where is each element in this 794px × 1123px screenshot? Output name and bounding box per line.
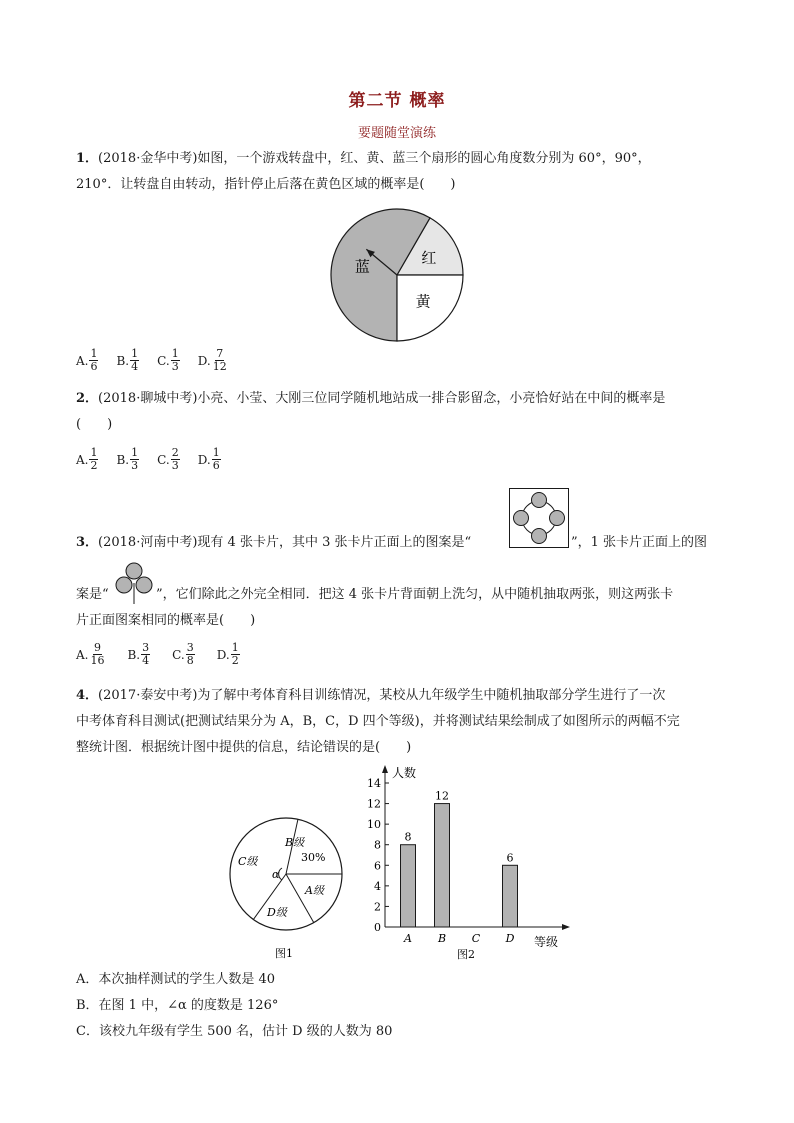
- bar-B: [435, 804, 450, 927]
- bar-value-label-A: 8: [404, 830, 412, 844]
- option-letter: A.: [76, 353, 89, 368]
- q3-number: 3．: [76, 535, 99, 550]
- section-subtitle: 要题随堂演练: [357, 126, 436, 141]
- fraction-numerator: 2: [171, 446, 179, 459]
- q3-option-a: [76, 642, 105, 667]
- q1-line2: 210°．让转盘自由转动，指针停止后落在黄色区域的概率是( ): [76, 177, 456, 192]
- y-tick-label: 0: [374, 921, 381, 934]
- y-tick-label: 6: [374, 859, 381, 873]
- option-fraction: [89, 642, 105, 667]
- q4-line1: [76, 687, 665, 705]
- x-tick-label-D: D: [505, 932, 515, 945]
- option-letter: B.: [116, 452, 130, 467]
- trefoil-pattern-icon: [114, 561, 154, 605]
- option-letter: D.: [216, 647, 230, 662]
- q1-option-d: [198, 348, 228, 373]
- fraction-denominator: 3: [171, 360, 179, 373]
- fraction-numerator: 1: [131, 347, 139, 360]
- x-tick-label-A: A: [404, 932, 412, 945]
- fraction-numerator: 9: [93, 641, 101, 654]
- option-fraction: [212, 447, 221, 472]
- q1-number: 1．: [76, 151, 99, 166]
- q2-option-d: [198, 447, 221, 472]
- option-letter: D.: [197, 452, 211, 467]
- pie-label-pct: 30%: [301, 851, 326, 864]
- option-fraction: [130, 447, 139, 472]
- pie-label-a: A级: [305, 884, 324, 897]
- option-letter: B.: [127, 647, 141, 662]
- option-fraction: [212, 348, 228, 373]
- fraction-denominator: 3: [171, 459, 179, 472]
- q3-line1: [76, 534, 471, 552]
- fraction-denominator: 2: [90, 459, 98, 472]
- sector-label-red: 红: [421, 248, 437, 267]
- fraction-numerator: 1: [90, 347, 98, 360]
- fraction-denominator: 16: [90, 654, 105, 667]
- q3-options: [76, 642, 262, 667]
- spinner-wheel: [331, 209, 463, 341]
- sector-label-blue: 蓝: [354, 257, 370, 276]
- fraction-denominator: 6: [212, 459, 220, 472]
- y-tick-label: 2: [374, 900, 381, 914]
- page-title: 第二节 概率: [348, 91, 446, 111]
- fraction-numerator: 3: [186, 641, 194, 654]
- option-letter: A.: [76, 647, 89, 662]
- q1-option-b: [116, 348, 139, 373]
- q1-spinner-figure: [325, 205, 470, 345]
- fraction-denominator: 4: [142, 654, 150, 667]
- q2-text-1: (2018·聊城中考)小亮、小莹、大刚三位同学随机地站成一排合影留念，小亮恰好站在中间的概率是: [98, 391, 666, 406]
- fraction-numerator: 1: [131, 446, 139, 459]
- q3-option-c: [172, 642, 195, 667]
- q3-option-d: [217, 642, 240, 667]
- fraction-numerator: 1: [171, 347, 179, 360]
- q3-line3: 片正面图案相同的概率是( ): [76, 613, 256, 628]
- q3-line2-start: 案是“: [76, 587, 109, 602]
- q4-number: 4．: [76, 688, 99, 703]
- q4-statement-b: B．在图 1 中，∠α 的度数是 126°: [76, 998, 279, 1013]
- fraction-denominator: 4: [131, 360, 139, 373]
- y-tick-label: 14: [367, 777, 381, 790]
- q1-options: [76, 348, 246, 373]
- q2-option-c: [157, 447, 180, 472]
- q1-option-a: [76, 348, 98, 373]
- bar-value-label-D: 6: [506, 851, 514, 865]
- fraction-denominator: 12: [212, 360, 227, 373]
- option-fraction: [89, 447, 98, 472]
- q2-line1: [76, 390, 665, 408]
- option-letter: D.: [197, 353, 211, 368]
- y-tick-label: 8: [374, 838, 381, 852]
- fraction-numerator: 7: [216, 347, 224, 360]
- fig2-bar-chart: [360, 762, 580, 962]
- fraction-numerator: 1: [231, 641, 239, 654]
- q2-number: 2．: [76, 391, 99, 406]
- q2-option-b: [116, 447, 139, 472]
- option-fraction: [231, 642, 240, 667]
- x-axis-arrow-icon: [562, 924, 570, 930]
- x-tick-label-B: B: [437, 932, 447, 945]
- option-letter: B.: [116, 353, 130, 368]
- y-axis-label: 人数: [392, 766, 417, 780]
- pie-label-d: D级: [267, 906, 287, 919]
- y-tick-label: 4: [374, 879, 381, 893]
- q3-line2-end: ”，它们除此之外完全相同．把这 4 张卡片背面朝上洗匀，从中随机抽取两张，则这两张卡: [156, 587, 674, 602]
- option-fraction: [141, 642, 150, 667]
- option-fraction: [186, 642, 195, 667]
- option-fraction: [89, 348, 98, 373]
- q2-line2: ( ): [76, 417, 113, 432]
- chart-labels: [403, 790, 515, 945]
- option-letter: A.: [76, 452, 89, 467]
- option-fraction: [171, 447, 180, 472]
- fraction-numerator: 1: [212, 446, 220, 459]
- bar-A: [401, 845, 416, 927]
- q2-options: [76, 447, 239, 472]
- alpha-label: α: [272, 868, 280, 881]
- sector-label-yellow: 黄: [415, 292, 431, 311]
- four-circle-pattern-icon: [509, 488, 569, 548]
- fraction-denominator: 2: [231, 654, 239, 667]
- fraction-denominator: 3: [131, 459, 139, 472]
- y-tick-label: 12: [367, 797, 381, 811]
- fraction-numerator: 1: [90, 446, 98, 459]
- fig2-caption: 图2: [457, 948, 475, 961]
- option-letter: C.: [157, 353, 170, 368]
- q3-line1-end: ”，1 张卡片正面上的图: [571, 535, 708, 550]
- q4-line2: 中考体育科目测试(把测试结果分为 A，B，C，D 四个等级)，并将测试结果绘制成了如图所示的两幅不完: [76, 714, 680, 729]
- fraction-denominator: 8: [186, 654, 194, 667]
- y-axis-arrow-icon: [382, 765, 388, 773]
- q1-text-1: (2018·金华中考)如图，一个游戏转盘中，红、黄、蓝三个扇形的圆心角度数分别为 60°，90°，: [98, 151, 651, 166]
- q1-line1: [76, 150, 651, 168]
- q3-text-1a: (2018·河南中考)现有 4 张卡片，其中 3 张卡片正面上的图案是“: [98, 535, 472, 550]
- q4-statement-c: C．该校九年级有学生 500 名，估计 D 级的人数为 80: [76, 1024, 393, 1039]
- fig1-caption: 图1: [275, 947, 293, 960]
- fig1-pie-chart: [225, 810, 355, 960]
- pie-label-b: B级: [285, 836, 305, 849]
- bar-D: [503, 865, 518, 927]
- q3-option-b: [127, 642, 150, 667]
- x-axis-label: 等级: [534, 935, 559, 949]
- fraction-denominator: 6: [90, 360, 98, 373]
- option-letter: C.: [172, 647, 185, 662]
- q1-option-c: [157, 348, 180, 373]
- y-tick-label: 10: [367, 818, 381, 832]
- q4-statement-a: A．本次抽样测试的学生人数是 40: [76, 972, 276, 987]
- q4-text-1: (2017·泰安中考)为了解中考体育科目训练情况，某校从九年级学生中随机抽取部分学生进行了一次: [98, 688, 666, 703]
- q2-option-a: [76, 447, 98, 472]
- option-letter: C.: [157, 452, 170, 467]
- bar-value-label-B: 12: [435, 789, 449, 803]
- fraction-numerator: 3: [142, 641, 150, 654]
- x-tick-label-C: C: [471, 932, 481, 945]
- chart-axes: [367, 765, 570, 934]
- pie-label-c: C级: [238, 855, 258, 868]
- chart-bars: [401, 804, 518, 927]
- option-fraction: [130, 348, 139, 373]
- q4-line3: 整统计图．根据统计图中提供的信息，结论错误的是( ): [76, 740, 412, 755]
- option-fraction: [171, 348, 180, 373]
